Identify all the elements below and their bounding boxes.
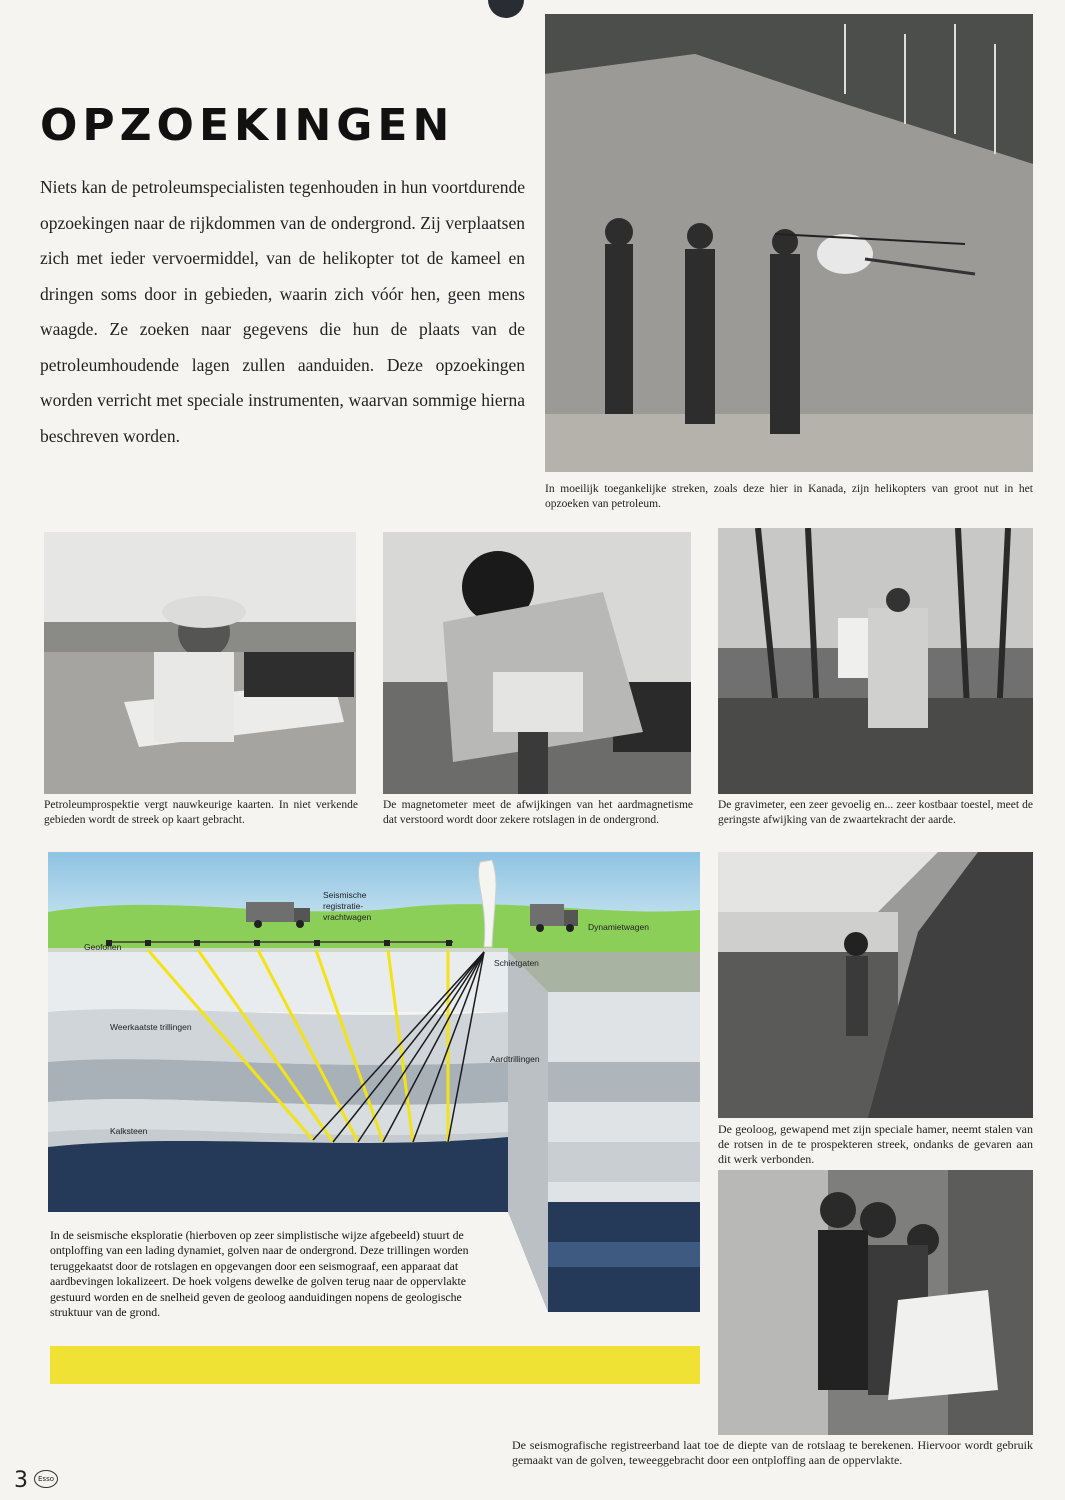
seismic-caption: In de seismische eksploratie (hierboven op zeer simplistische wijze afgebeeld) stuurt de ontploffing van een lading dynamiet, golven naar de ondergrond. Deze trillingen worden teruggekaatst door de rotslagen en opgevangen door een seismograaf, een apparaat dat aardbevingen lokalizeert. De hoek volgens dewelke de golven terug naar de oppervlakte gestuurd worden en de snelheid geven de geoloog aanduidingen nopens de geologische struktuur van de grond. (50, 1228, 469, 1320)
intro-paragraph: Niets kan de petroleumspecialisten tegenhouden in hun voortdurende opzoekingen naar de rijkdommen van de ondergrond. Zij verplaatsen zich met ieder vervoermiddel, van de helikopter tot de kameel en dringen soms door in gebieden, waarin zich vóór hen, geen mens waagde. Ze zoeken naar gegevens die hun de plaats van de petroleumhoudende lagen zullen aanduiden. Deze opzoekingen worden verricht met speciale instrumenten, waarvan sommige hierna beschreven worden. (40, 177, 525, 446)
geophones-label: Geofonen (84, 942, 122, 952)
limestone-label: Kalksteen (110, 1126, 148, 1136)
esso-logo-text: Esso (38, 1475, 54, 1483)
page-number: 3 (14, 1468, 28, 1493)
truck-label-2: registratie- (323, 901, 364, 911)
truck-label-1: Seismische (323, 890, 367, 900)
geologist-photo (718, 852, 1033, 1118)
truck-label-3: vrachtwagen (323, 912, 372, 922)
shotholes-label: Schietgaten (494, 958, 539, 968)
page-title: OPZOEKINGEN (40, 100, 455, 151)
esso-logo (34, 1470, 58, 1488)
surveyor-photo (44, 532, 356, 794)
vibrations-label: Aardtrillingen (490, 1054, 540, 1064)
magnetometer-caption: De magnetometer meet de afwijkingen van het aardmagnetisme dat verstoord wordt door zekere rotslagen in de ondergrond. (383, 799, 693, 826)
seismograph-caption: De seismografische registreerband laat toe de diepte van de rotslaag te berekenen. Hiervoor wordt gebruik gemaakt van de golven, teweeggebracht door een ontploffing aan de oppervlakte. (512, 1438, 1033, 1467)
gravimeter-photo (718, 528, 1033, 794)
geologist-caption: De geoloog, gewapend met zijn speciale hamer, neemt stalen van de rotsen in de te prospekteren streek, ondanks de gevaren aan dit werk verbonden. (718, 1122, 1033, 1166)
magnetometer-photo (383, 532, 691, 794)
seismograph-photo (718, 1170, 1033, 1435)
helicopter-photo (545, 14, 1033, 472)
helicopter-caption: In moeilijk toegankelijke streken, zoals deze hier in Kanada, zijn helikopters van groot nut in het opzoeken van petroleum. (545, 483, 1033, 510)
maps-caption: Petroleumprospektie vergt nauwkeurige kaarten. In niet verkende gebieden wordt de streek op kaart gebracht. (44, 799, 358, 826)
reflected-label: Weerkaatste trillingen (110, 1022, 192, 1032)
gravimeter-caption: De gravimeter, een zeer gevoelig en... zeer kostbaar toestel, meet de geringste afwijking van de zwaartekracht der aarde. (718, 799, 1033, 826)
pushpin (488, 0, 524, 18)
dynamite-label: Dynamietwagen (588, 922, 649, 932)
seismograph-strip (50, 1346, 700, 1384)
